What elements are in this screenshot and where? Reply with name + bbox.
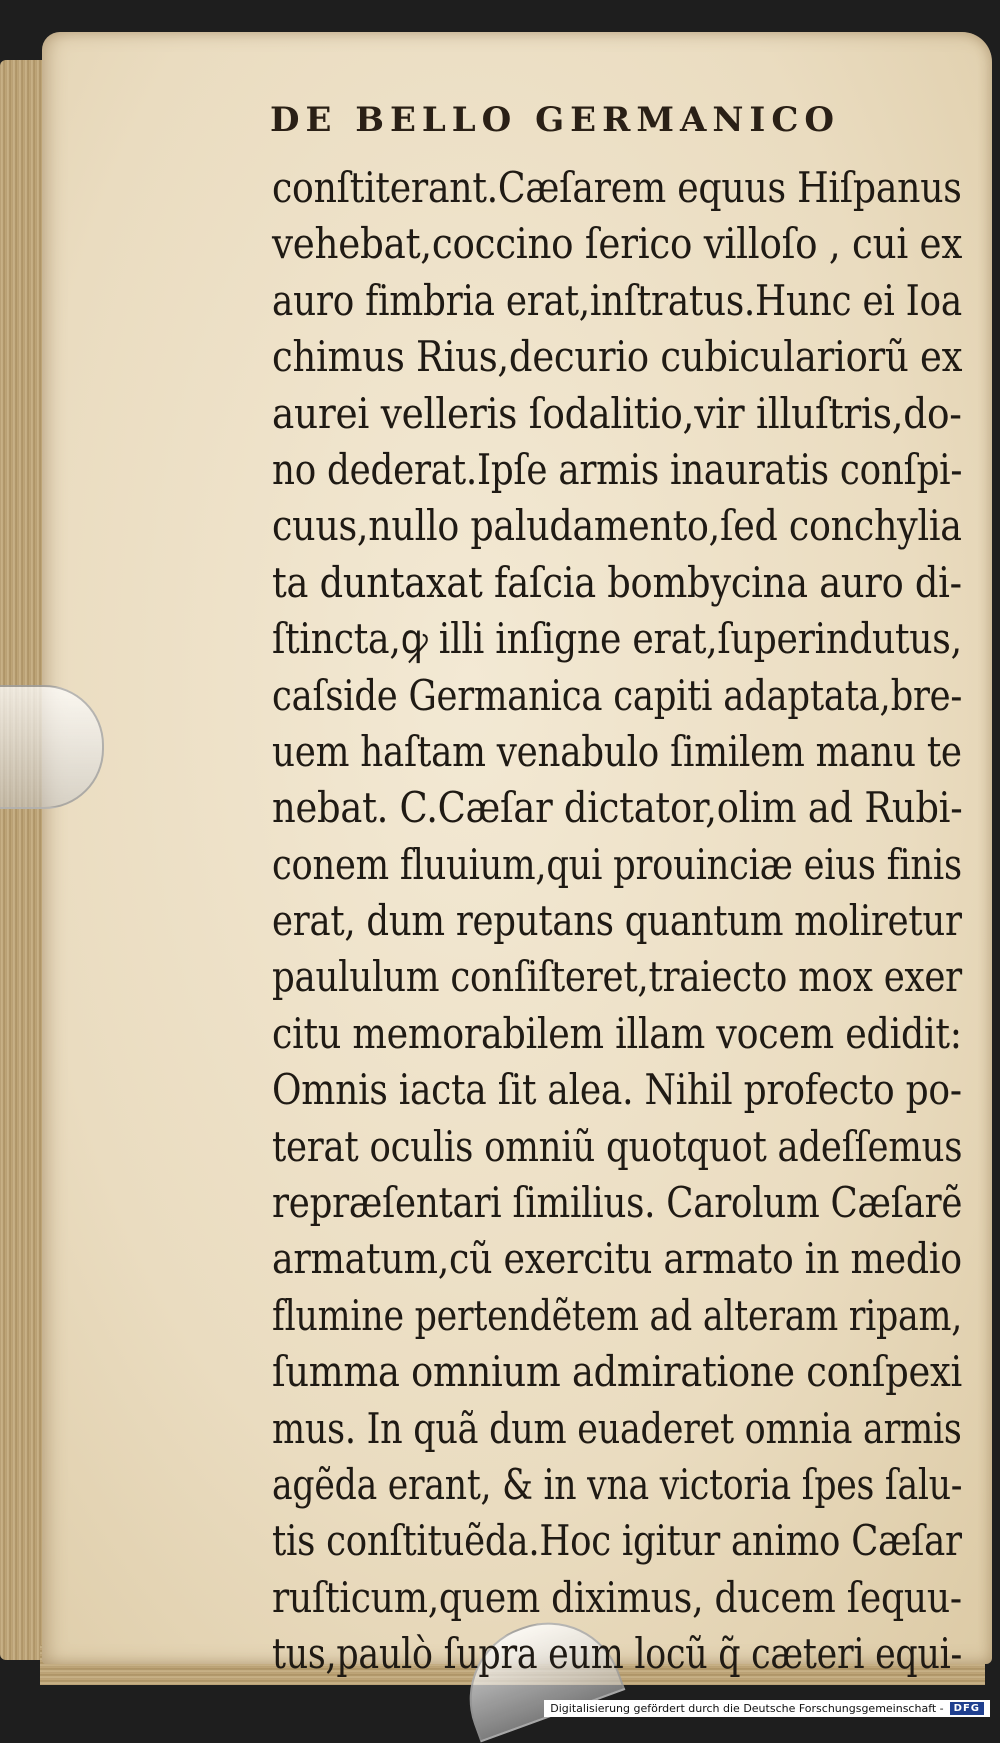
- text-line: ſtincta,ꝙ illi inſigne erat,ſuperindutus,: [272, 614, 962, 664]
- text-line: terat oculis omniũ quotquot adeſſemus: [272, 1121, 963, 1171]
- digitization-footer: [544, 1700, 990, 1717]
- text-line: aurei velleris ſodalitio,vir illuſtris,do-: [272, 388, 962, 438]
- text-line: paululum conſiſteret,traiecto mox exer: [272, 952, 962, 1002]
- text-line: no dederat.Ipſe armis inauratis conſpi-: [272, 444, 963, 494]
- running-head: DE BELLO GERMANICO: [269, 100, 841, 140]
- text-line: agẽda erant, & in vna victoria ſpes ſalu-: [272, 1459, 963, 1509]
- text-line: conem fluuium,qui prouinciæ eius finis: [272, 839, 962, 889]
- text-line: conſtiterant.Cæſarem equus Hiſpanus: [272, 163, 962, 212]
- text-line: citu memorabilem illam vocem edidit:: [272, 1008, 962, 1058]
- body-text: [272, 160, 972, 1683]
- text-line: flumine pertendẽtem ad alteram ripam,: [272, 1290, 963, 1340]
- text-line: tus,paulò ſupra eum locũ q̃ cæteri equi-: [272, 1629, 963, 1679]
- text-line: chimus Rius,decurio cubiculariorũ ex: [272, 332, 963, 382]
- text-line: ſumma omnium admiratione conſpexi: [272, 1347, 962, 1397]
- text-line: ruſticum,quem diximus, ducem ſequu-: [272, 1572, 962, 1622]
- text-line: nebat. C.Cæſar dictator,olim ad Rubi-: [272, 783, 963, 833]
- text-line: tis conſtituẽda.Hoc igitur animo Cæſar: [272, 1516, 962, 1566]
- text-line: auro fimbria erat,inſtratus.Hunc ei Ioa: [272, 275, 962, 325]
- text-line: mus. In quã dum euaderet omnia armis: [272, 1403, 962, 1453]
- text-line: repræſentari ſimilius. Carolum Cæſarẽ: [272, 1178, 963, 1228]
- text-line: cuus,nullo paludamento,ſed conchylia: [272, 501, 962, 551]
- text-line: caſside Germanica capiti adaptata,bre-: [272, 670, 963, 720]
- dfg-logo-icon: DFG: [950, 1702, 984, 1715]
- footer-text: Digitalisierung gefördert durch die Deutsche Forschungsgemeinschaft -: [550, 1702, 944, 1715]
- text-line: uem haſtam venabulo ſimilem manu te: [272, 726, 962, 776]
- text-line: armatum,cũ exercitu armato in medio: [272, 1234, 962, 1284]
- text-line: erat, dum reputans quantum moliretur: [272, 896, 962, 946]
- text-line: ta duntaxat faſcia bombycina auro di-: [272, 557, 962, 607]
- text-line: Omnis iacta ſit alea. Nihil profecto po-: [272, 1065, 962, 1115]
- text-line: vehebat,coccino ſerico villoſo , cui ex: [272, 219, 963, 269]
